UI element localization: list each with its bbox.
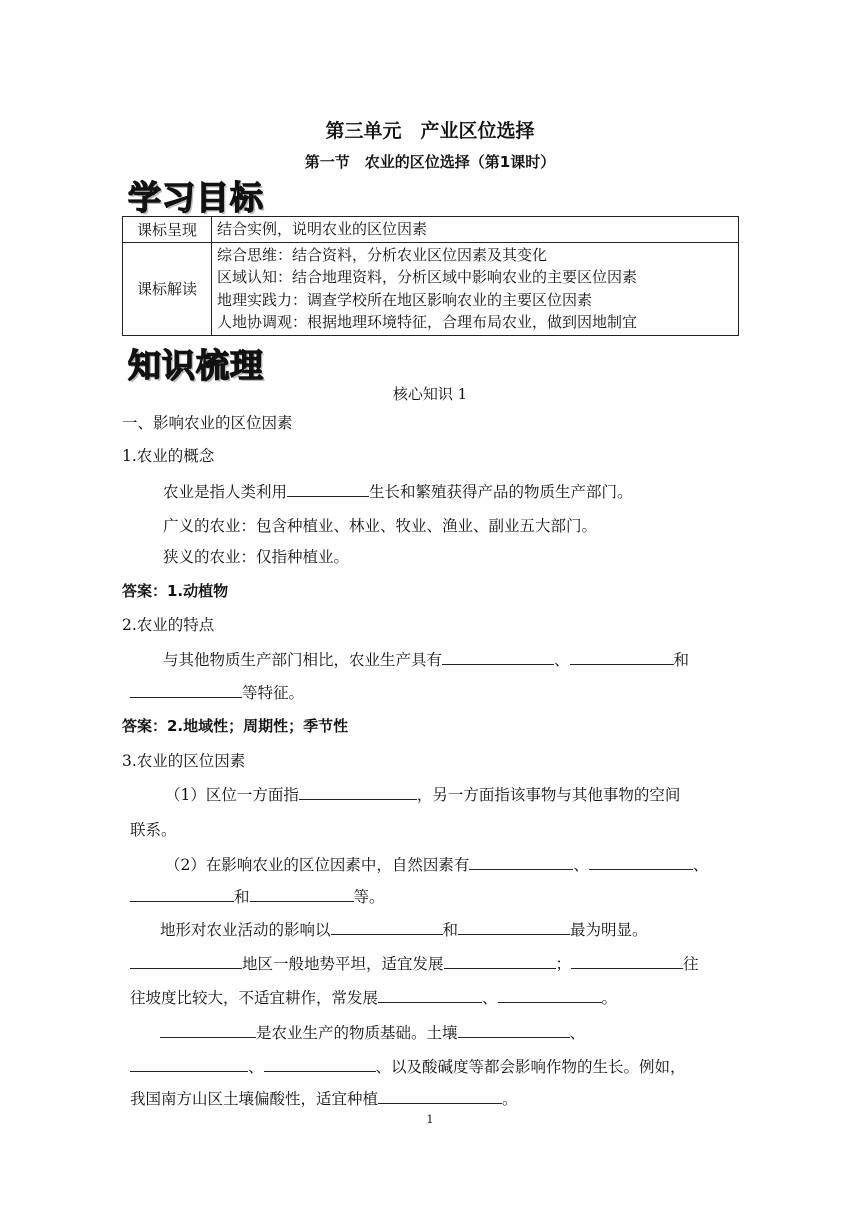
paragraph-line: 等特征。 bbox=[130, 681, 304, 703]
answer-blank[interactable] bbox=[299, 784, 417, 800]
paragraph-line: 往坡度比较大，不适宜耕作，常发展 、 。 bbox=[130, 989, 618, 1007]
paragraph-line: 狭义的农业：仅指种植业。 bbox=[163, 548, 350, 566]
answer-blank[interactable] bbox=[130, 953, 242, 969]
paragraph-line: （2）在影响农业的区位因素中，自然因素有 、 、 bbox=[165, 856, 709, 874]
goals-label-cell: 课标呈现 bbox=[123, 217, 212, 243]
answer-blank[interactable] bbox=[130, 682, 242, 698]
answer-blank[interactable] bbox=[458, 1022, 570, 1038]
item-title: 3.农业的区位因素 bbox=[122, 752, 246, 770]
goals-table bbox=[122, 216, 739, 336]
answer-blank[interactable] bbox=[444, 953, 556, 969]
answer-text: 答案：1.动植物 bbox=[122, 582, 229, 600]
goals-heading: 学习目标 bbox=[128, 178, 264, 217]
answer-blank[interactable] bbox=[570, 649, 674, 665]
answer-blank[interactable] bbox=[130, 886, 234, 902]
paragraph-line: 地形对农业活动的影响以 和 最为明显。 bbox=[160, 921, 648, 939]
answer-blank[interactable] bbox=[130, 1056, 248, 1072]
paragraph-line: 是农业生产的物质基础。土壤 、 bbox=[160, 1021, 585, 1043]
answer-blank[interactable] bbox=[264, 1056, 376, 1072]
answer-blank[interactable] bbox=[378, 987, 482, 1003]
item-title: 1.农业的概念 bbox=[122, 447, 215, 465]
paragraph-line: 、 、以及酸碱度等都会影响作物的生长。例如， bbox=[130, 1055, 686, 1077]
knowledge-heading: 知识梳理 bbox=[128, 346, 264, 385]
paragraph-line: 联系。 bbox=[130, 821, 177, 839]
answer-blank[interactable] bbox=[469, 854, 573, 870]
goals-line: 综合思维：结合资料，分析农业区位因素及其变化 bbox=[217, 245, 548, 264]
table-row bbox=[123, 217, 739, 243]
answer-blank[interactable] bbox=[571, 953, 683, 969]
goals-line: 结合实例，说明农业的区位因素 bbox=[217, 220, 428, 238]
answer-blank[interactable] bbox=[287, 481, 369, 497]
goals-line: 地理实践力：调查学校所在地区影响农业的主要区位因素 bbox=[217, 290, 593, 309]
goals-line: 人地协调观：根据地理环境特征，合理布局农业，做到因地制宜 bbox=[217, 313, 638, 331]
answer-blank[interactable] bbox=[378, 1088, 502, 1104]
table-row bbox=[123, 242, 739, 335]
answer-blank[interactable] bbox=[458, 919, 570, 935]
paragraph-line: 广义的农业：包含种植业、林业、牧业、渔业、副业五大部门。 bbox=[163, 517, 598, 535]
section-heading: 一、影响农业的区位因素 bbox=[122, 414, 293, 432]
goals-label-cell: 课标解读 bbox=[123, 242, 212, 335]
goals-content-cell bbox=[212, 217, 739, 243]
paragraph-line: 农业是指人类利用 生长和繁殖获得产品的物质生产部门。 bbox=[163, 483, 633, 501]
paragraph-line: 与其他物质生产部门相比，农业生产具有 、 和 bbox=[163, 651, 690, 669]
unit-title: 第三单元 产业区位选择 bbox=[325, 120, 535, 142]
answer-blank[interactable] bbox=[250, 886, 354, 902]
answer-blank[interactable] bbox=[331, 919, 443, 935]
answer-blank[interactable] bbox=[442, 649, 554, 665]
answer-blank[interactable] bbox=[498, 987, 602, 1003]
item-title: 2.农业的特点 bbox=[122, 616, 215, 634]
page-number: 1 bbox=[426, 1113, 434, 1126]
paragraph-line: 和 等。 bbox=[130, 885, 385, 907]
goals-content-cell bbox=[212, 242, 739, 335]
paragraph-line: 地区一般地势平坦，适宜发展 ； 往 bbox=[130, 952, 699, 974]
goals-line: 区域认知：结合地理资料，分析区域中影响农业的主要区位因素 bbox=[217, 268, 638, 286]
answer-blank[interactable] bbox=[160, 1022, 256, 1038]
paragraph-line: （1）区位一方面指 ，另一方面指该事物与其他事物的空间 bbox=[165, 786, 681, 804]
answer-blank[interactable] bbox=[589, 854, 693, 870]
paragraph-line: 我国南方山区土壤偏酸性，适宜种植 。 bbox=[130, 1090, 518, 1108]
answer-text: 答案：2.地域性；周期性；季节性 bbox=[122, 717, 349, 735]
core-knowledge-label: 核心知识 1 bbox=[392, 385, 468, 403]
section-title: 第一节 农业的区位选择（第1课时） bbox=[304, 153, 556, 171]
